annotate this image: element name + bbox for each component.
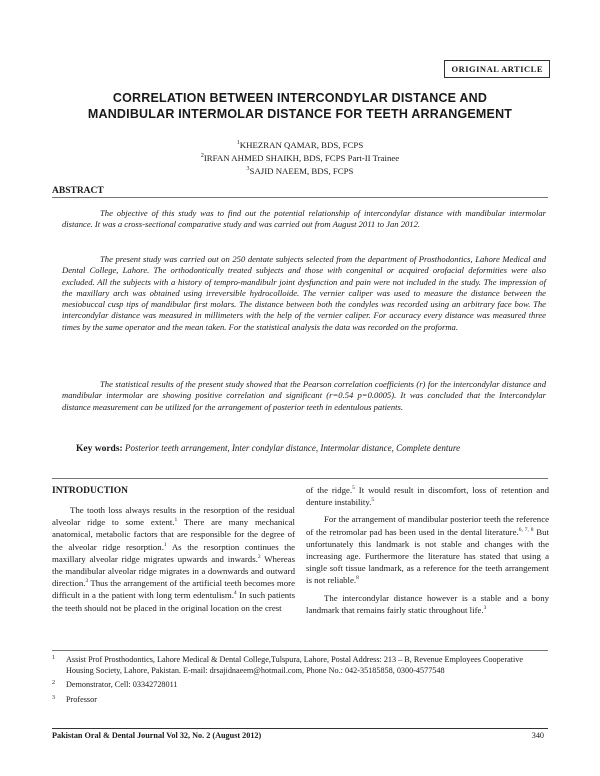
keywords — [62, 443, 546, 456]
body-paragraph: The tooth loss always results in the resorption of the residual alveolar ridge to some extent.$^1$ There are many mechanical anatomical, metabolic factors that are responsible for the degree of the alveolar ridge resorption.$^1$ As the resorption continues the maxillary alveolar ridge migrates upwards and inwards.$^2$ Whereas the mandibular alveolar ridge migrates in a downwards and outward direction.$^3$ Thus the arrangement of the artificial teeth becomes more difficult in a the patient with long term edentulism.$^4$ In such patients the teeth should not be placed in the original location on the crest — [52, 505, 296, 613]
body-paragraph: For the arrangement of mandibular posterior teeth the reference of the retromolar pad has been used in the dental literature.$^{6, 7, 8}$ But unfortunately this landmark is not stable and changes with the increasing age. Furthermore the literature has stated that using a single soft tissue landmark, as a reference for the teeth arrangement is not reliable.$^8$ — [306, 514, 549, 586]
footnotes — [52, 654, 548, 708]
keywords-divider — [52, 478, 548, 479]
keywords-text: Posterior teeth arrangement, Inter condylar distance, Intermolar distance, Complete denture — [124, 443, 461, 453]
article-type-badge: ORIGINAL ARTICLE — [444, 60, 550, 78]
abstract-paragraph: The objective of this study was to find out the potential relationship of intercondylar distance with mandibular intermolar distance. It was a cross-sectional comparative study and was carried out from August 2011 to Jan 2012. — [62, 208, 546, 230]
author: $^1$KHEZRAN QAMAR, BDS, FCPS — [236, 140, 364, 150]
author: $^3$SAJID NAEEM, BDS, FCPS — [246, 166, 354, 176]
footnote: 3 Professor — [52, 694, 97, 704]
body-paragraph: of the ridge.$^5$ It would result in discomfort, loss of retention and denture instability.$^5$ — [306, 485, 549, 508]
author-list — [50, 139, 550, 178]
abstract-heading: ABSTRACT — [52, 186, 104, 196]
abstract-paragraph: The statistical results of the present study showed that the Pearson correlation coefficients (r) for the intercondylar distance and mandibular intermolar are showing positive correlation and significant (r=0.54 p=0.0005). It was concluded that the Intercondylar distance measurement can be utilized for the arrangement of posterior teeth in edentulous patients. — [62, 379, 546, 412]
footer-divider — [52, 728, 548, 729]
title-line-1: CORRELATION BETWEEN INTERCONDYLAR DISTANCE AND — [112, 91, 488, 105]
footnote: 2 Demonstrator, Cell: 03342728011 — [52, 680, 178, 690]
footnote: 1 Assist Prof Prosthodontics, Lahore Medical & Dental College,Tulspura, Lahore, Postal Address: 213 – B, Revenue Employees Cooperative Housing Society, Lahore, Pakistan. E-mail: drsajidnaeem@hotmail.com, Phone No.: 042-35185858, 0300-4577548 — [52, 655, 523, 676]
author-mark: 3 — [246, 166, 250, 173]
footnote-divider — [52, 650, 548, 651]
page-number: 340 — [531, 731, 544, 740]
article-title — [50, 90, 550, 122]
body-column-right — [306, 484, 549, 621]
title-line-2: MANDIBULAR INTERMOLAR DISTANCE FOR TEETH ARRANGEMENT — [87, 107, 513, 121]
author: $^2$IRFAN AHMED SHAIKH, BDS, FCPS Part-II Trainee — [200, 153, 400, 163]
author-mark: 2 — [200, 153, 204, 160]
abstract-paragraph: The present study was carried out on 250 dentate subjects selected from the department of Prosthodontics, Lahore Medical and Dental College, Lahore. The orthodontically treated subjects and those with congenital or acquired orofacial deformities were also excluded. All the subjects with a history of tempro-mandibulr joint dysfunction and pain were not included in the study. The impression of the maxillary arch was obtained using irreversible hydrocolloide. The vernier caliper was used to measure the distance between the mesiobuccal cusp tips of mandibular first molars. The distance between both the condyles was recorded using an arbitrary face bow. The intercondylar distance was measured in millimeters with the help of the vernier caliper. For accuracy every distance was measured three times by the same operator and the mean taken. For the statistical analysis the data was recorded on the proforma. — [62, 254, 546, 332]
body-column-left — [52, 504, 295, 619]
body-paragraph: The intercondylar distance however is a stable and a bony landmark that remains fairly static throughout life.$^3$ — [306, 592, 549, 615]
page-footer — [52, 731, 548, 740]
introduction-heading: INTRODUCTION — [52, 486, 129, 496]
author-mark: 1 — [236, 140, 240, 147]
keywords-label: Key words: — [76, 444, 123, 454]
journal-citation: Pakistan Oral & Dental Journal Vol 32, No. 2 (August 2012) — [52, 731, 262, 740]
abstract-divider — [52, 197, 548, 198]
